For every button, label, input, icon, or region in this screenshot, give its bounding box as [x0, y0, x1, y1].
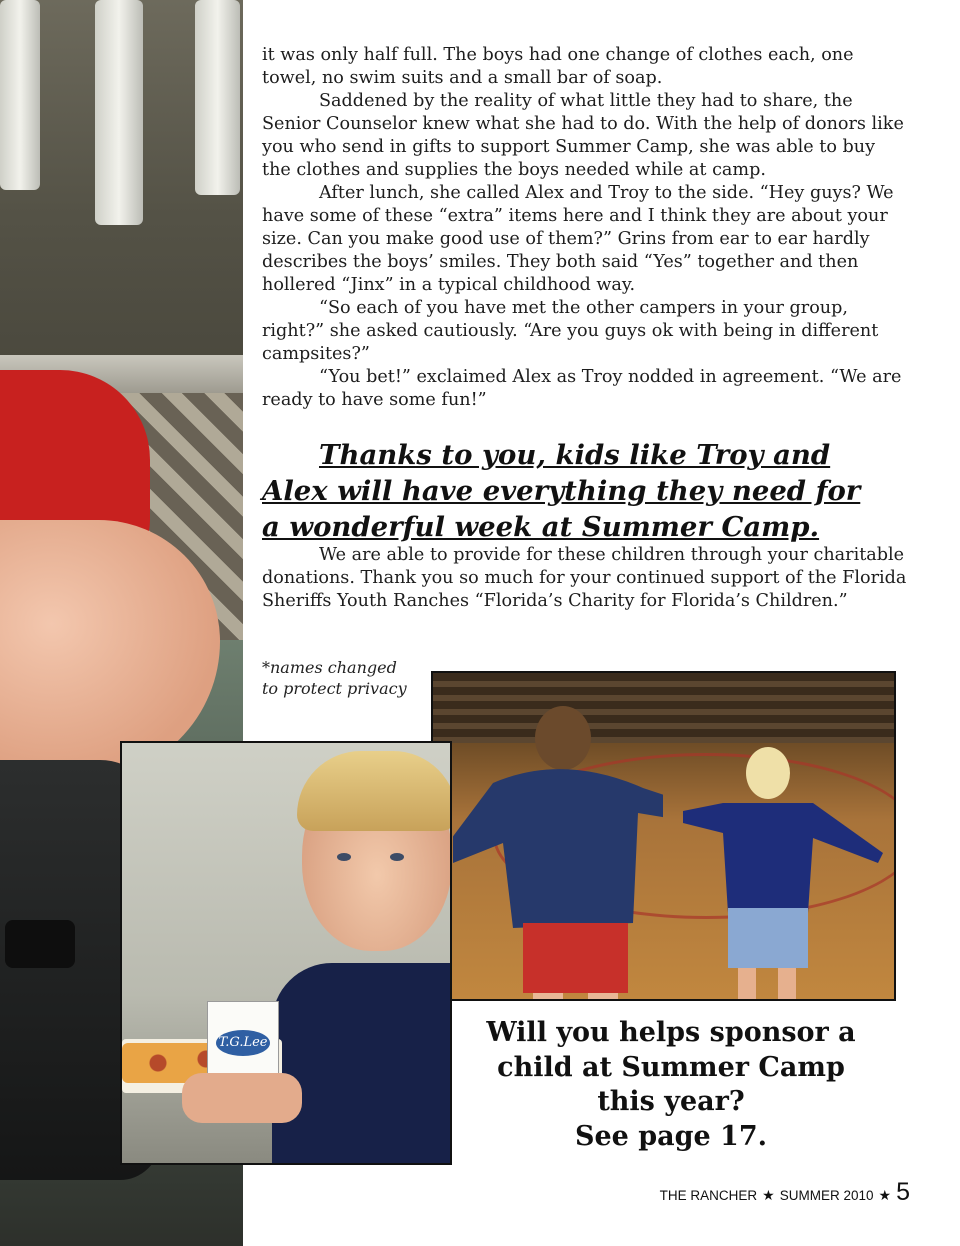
boy-in-hoodie: [453, 693, 663, 1001]
article-body: [262, 44, 907, 412]
privacy-note: [262, 657, 427, 699]
cta-line: child at Summer Camp: [497, 1051, 845, 1083]
callout-line: a wonderful week at Summer Camp.: [262, 511, 820, 543]
chair-leg: [95, 0, 143, 225]
eye: [390, 853, 404, 861]
closing-paragraph-block: [262, 544, 907, 613]
paragraph: “So each of you have met the other campers in your group, right?” she asked cautiously. “Are you guys ok with being in different campsites?”: [262, 298, 879, 364]
hand: [182, 1073, 302, 1123]
milk-carton: [207, 1001, 279, 1083]
star-icon: ★: [762, 1187, 775, 1203]
chair-leg: [0, 0, 40, 190]
milk-brand-label: T.G.Lee: [216, 1030, 270, 1056]
page-footer: [660, 1180, 910, 1205]
paragraph: “You bet!” exclaimed Alex as Troy nodded in agreement. “We are ready to have some fun!”: [262, 367, 902, 410]
lunch-photo: [120, 741, 452, 1165]
cta-line: See page 17.: [574, 1120, 768, 1152]
backpack-buckle: [5, 920, 75, 968]
callout-line: Alex will have everything they need for: [262, 475, 861, 507]
callout-line: Thanks to you, kids like Troy and: [319, 439, 831, 471]
sponsor-call-to-action: [470, 1016, 872, 1154]
callout-heading: [262, 437, 907, 545]
cta-line: Will you helps sponsor a: [486, 1017, 856, 1048]
publication-name: THE RANCHER: [659, 1188, 758, 1203]
privacy-note-line: to protect privacy: [262, 679, 407, 698]
star-icon: ★: [878, 1187, 892, 1203]
boy-in-blue-shirt: [683, 743, 883, 1001]
privacy-note-line: *names changed: [262, 658, 397, 677]
eye: [337, 853, 351, 861]
paragraph: it was only half full. The boys had one change of clothes each, one towel, no swim suits and a small bar of soap.: [262, 45, 854, 88]
cta-line: this year?: [597, 1086, 745, 1117]
issue-label: SUMMER 2010: [779, 1188, 874, 1203]
navy-shirt: [272, 963, 452, 1165]
paragraph: Saddened by the reality of what little they had to share, the Senior Counselor knew what she had to do. With the help of donors like you who send in gifts to support Summer Camp, she was able to buy the clothes and supplies the boys needed while at camp.: [262, 91, 904, 180]
blond-hair: [297, 751, 452, 831]
closing-paragraph: We are able to provide for these children through your charitable donations. Thank you so much for your continued support of the Florida Sheriffs Youth Ranches “Florida’s Charity for Florida’s Children.”: [262, 545, 907, 611]
paragraph: After lunch, she called Alex and Troy to the side. “Hey guys? We have some of these “extra” items here and I think they are about your size. Can you make good use of them?” Grins from ear to ear hardly describes the boys’ smiles. They both said “Yes” together and then hollered “Jinx” in a typical childhood way.: [262, 183, 894, 295]
gym-photo: [431, 671, 896, 1001]
chair-leg: [195, 0, 240, 195]
page-number: 5: [896, 1178, 910, 1206]
